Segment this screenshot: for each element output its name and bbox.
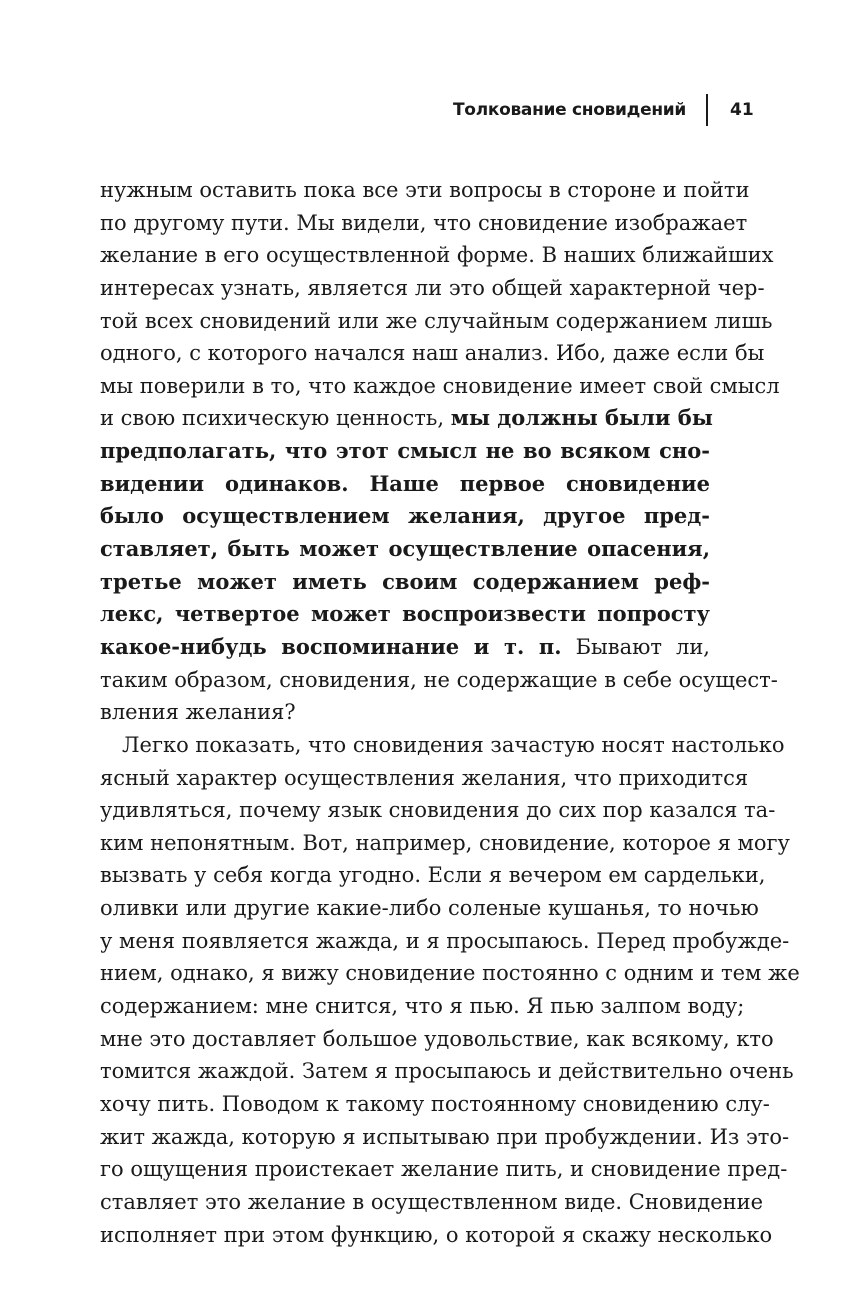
text-line bbox=[100, 925, 790, 958]
text-line bbox=[100, 794, 776, 827]
text-line bbox=[100, 1121, 790, 1154]
text-segment: жит жажда, которую я испытываю при пробуждении. Из это- bbox=[100, 1124, 790, 1149]
emphasized-text: третье может иметь своим содержанием реф- bbox=[100, 568, 710, 594]
text-segment: интересах узнать, является ли это общей характерной чер- bbox=[100, 275, 765, 300]
text-line bbox=[100, 435, 710, 468]
text-segment: и свою психическую ценность, bbox=[100, 406, 451, 431]
text-line bbox=[100, 239, 774, 272]
text-line bbox=[100, 631, 710, 664]
text-line bbox=[100, 990, 745, 1023]
text-line bbox=[100, 402, 713, 435]
text-segment: мы поверили в то, что каждое сновидение имеет свой смысл bbox=[100, 373, 780, 398]
emphasized-text: мы должны были бы bbox=[450, 405, 713, 431]
emphasized-text: видении одинаков. Наше первое сновидение bbox=[100, 470, 710, 496]
text-segment: хочу пить. Поводом к такому постоянному сновидению слу- bbox=[100, 1091, 770, 1116]
text-segment: вызвать у себя когда угодно. Если я вечером ем сардельки, bbox=[100, 863, 766, 888]
emphasized-text: лекс, четвертое может воспроизвести попросту bbox=[100, 601, 710, 627]
paragraph bbox=[100, 174, 780, 729]
text-line bbox=[100, 1219, 773, 1252]
text-segment: го ощущения проистекает желание пить, и сновидение пред- bbox=[100, 1157, 788, 1182]
text-segment: по другому пути. Мы видели, что сновидение изображает bbox=[100, 210, 748, 235]
text-line bbox=[100, 762, 749, 795]
emphasized-text: ставляет, быть может осуществление опасения, bbox=[100, 536, 710, 562]
body-text bbox=[100, 174, 800, 1251]
text-segment: у меня появляется жажда, и я просыпаюсь. Перед пробужде- bbox=[100, 928, 790, 953]
text-line bbox=[100, 533, 710, 566]
text-line bbox=[100, 598, 710, 631]
emphasized-text: какое-нибудь воспоминание и т. п. bbox=[100, 633, 562, 659]
text-segment: оливки или другие какие-либо соленые кушанья, то ночью bbox=[100, 896, 759, 921]
text-line bbox=[100, 174, 750, 207]
text-line bbox=[100, 696, 710, 729]
text-segment: удивляться, почему язык сновидения до сих пор казался та- bbox=[100, 798, 776, 823]
text-line bbox=[100, 500, 710, 533]
text-segment: нием, однако, я вижу сновидение постоянно с одним и тем же bbox=[100, 961, 800, 986]
header-divider bbox=[706, 94, 708, 126]
emphasized-text: предполагать, что этот смысл не во всяком сно- bbox=[100, 438, 710, 464]
text-segment: исполняет при этом функцию, о которой я скажу несколько bbox=[100, 1222, 773, 1247]
text-line bbox=[100, 1023, 774, 1056]
text-line bbox=[100, 892, 759, 925]
text-segment: желание в его осуществленной форме. В наших ближайших bbox=[100, 243, 774, 268]
text-line bbox=[100, 859, 766, 892]
text-segment: нужным оставить пока все эти вопросы в стороне и пойти bbox=[100, 178, 750, 202]
text-line bbox=[100, 337, 765, 370]
text-segment: таким образом, сновидения, не содержащие в себе осущест- bbox=[100, 667, 778, 692]
text-line bbox=[100, 827, 790, 860]
text-segment: томится жаждой. Затем я просыпаюсь и действительно очень bbox=[100, 1059, 794, 1084]
running-title: Толкование сновидений bbox=[453, 100, 686, 120]
text-segment: вления желания? bbox=[100, 700, 296, 725]
text-segment: одного, с которого начался наш анализ. Ибо, даже если бы bbox=[100, 341, 765, 366]
text-line bbox=[100, 468, 710, 501]
emphasized-text: было осуществлением желания, другое пред- bbox=[100, 503, 710, 529]
text-line bbox=[100, 664, 778, 697]
text-segment: Легко показать, что сновидения зачастую носят настолько bbox=[122, 732, 785, 757]
text-segment: ясный характер осуществления желания, что приходится bbox=[100, 765, 749, 790]
text-line bbox=[100, 305, 773, 338]
text-line bbox=[100, 1055, 794, 1088]
text-segment: ставляет это желание в осуществленном виде. Сновидение bbox=[100, 1189, 764, 1214]
text-line bbox=[100, 957, 800, 990]
text-segment: той всех сновидений или же случайным содержанием лишь bbox=[100, 308, 773, 333]
page-number: 41 bbox=[730, 100, 754, 120]
text-line bbox=[100, 1153, 788, 1186]
text-line bbox=[100, 566, 710, 599]
text-line bbox=[100, 272, 765, 305]
running-header bbox=[0, 94, 844, 128]
text-line bbox=[100, 370, 780, 403]
text-line bbox=[100, 729, 785, 762]
text-segment: ким непонятным. Вот, например, сновидение, которое я могу bbox=[100, 830, 790, 855]
text-line bbox=[100, 207, 748, 240]
text-segment: содержанием: мне снится, что я пью. Я пью залпом воду; bbox=[100, 994, 745, 1019]
paragraph bbox=[100, 729, 800, 1251]
text-line bbox=[100, 1088, 770, 1121]
text-line bbox=[100, 1186, 764, 1219]
text-segment: Бывают ли, bbox=[561, 634, 710, 659]
text-segment: мне это доставляет большое удовольствие, как всякому, кто bbox=[100, 1026, 774, 1051]
